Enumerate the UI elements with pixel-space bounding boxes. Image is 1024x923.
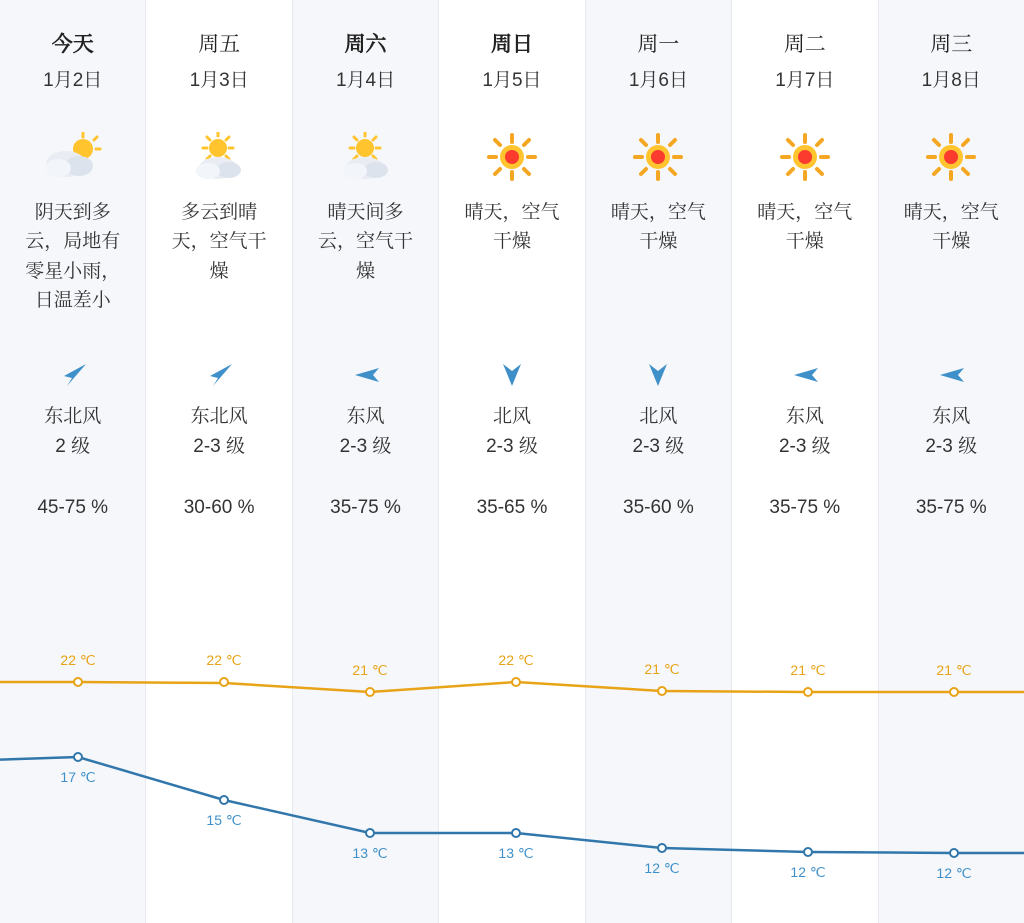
day-name: 周二 (783, 33, 826, 56)
forecast-day-column[interactable] (293, 0, 439, 923)
day-description: 晴天，空气干燥 (903, 202, 999, 253)
wind-level: 2 级 (55, 436, 91, 458)
high-temp-label: 22 ℃ (206, 652, 242, 668)
wind-direction: 东风 (932, 406, 971, 427)
wind-level: 2-3 级 (339, 436, 392, 458)
wind-direction: 北风 (492, 406, 531, 427)
wind-arrow-north-icon (641, 354, 675, 396)
humidity-range: 35-75 % (330, 496, 401, 518)
day-name: 周三 (930, 33, 973, 56)
wind-direction: 东风 (785, 406, 824, 427)
sunny-icon (777, 128, 833, 186)
wind-direction: 东北风 (190, 406, 248, 427)
high-temp-label: 22 ℃ (60, 652, 96, 668)
low-temp-label: 13 ℃ (498, 845, 534, 861)
day-name: 周五 (198, 33, 241, 56)
wind-arrow-north-icon (495, 354, 529, 396)
wind-direction: 北风 (639, 406, 678, 427)
day-date: 1月5日 (482, 70, 542, 91)
wind-arrow-northeast-icon (202, 354, 236, 396)
wind-arrow-east-icon (349, 354, 383, 396)
day-description: 晴天，空气干燥 (757, 202, 853, 253)
day-date: 1月3日 (189, 70, 249, 91)
day-description: 晴天，空气干燥 (464, 202, 560, 253)
humidity-range: 35-75 % (769, 496, 841, 518)
high-temp-label: 22 ℃ (498, 652, 534, 668)
sunny-icon (630, 128, 686, 186)
humidity-range: 35-65 % (476, 496, 548, 518)
wind-arrow-northeast-icon (56, 354, 90, 396)
day-description: 多云到晴天，空气干燥 (171, 202, 267, 282)
day-name: 周一 (637, 33, 680, 56)
humidity-range: 35-60 % (623, 496, 694, 518)
low-temp-label: 12 ℃ (936, 865, 972, 881)
day-name: 周六 (344, 33, 387, 56)
low-temp-label: 12 ℃ (644, 860, 680, 876)
high-temp-label: 21 ℃ (936, 662, 972, 678)
cloudy-with-sun-icon (42, 128, 104, 186)
forecast-day-column[interactable] (0, 0, 146, 923)
sun-behind-cloud-icon (188, 128, 250, 186)
low-temp-label: 12 ℃ (790, 864, 826, 880)
high-temp-label: 21 ℃ (644, 661, 680, 677)
humidity-range: 45-75 % (37, 496, 109, 518)
low-temp-label: 15 ℃ (206, 812, 242, 828)
forecast-day-column[interactable] (439, 0, 585, 923)
wind-level: 2-3 级 (486, 436, 538, 458)
low-temp-label: 17 ℃ (60, 769, 96, 785)
day-date: 1月4日 (335, 70, 396, 91)
wind-direction: 东风 (346, 406, 385, 427)
sunny-icon (484, 128, 540, 186)
day-date: 1月7日 (775, 70, 835, 91)
wind-arrow-east-icon (788, 354, 822, 396)
high-temp-label: 21 ℃ (790, 662, 826, 678)
day-date: 1月8日 (921, 70, 981, 91)
low-temp-label: 13 ℃ (352, 845, 388, 861)
wind-level: 2-3 级 (632, 436, 685, 458)
wind-level: 2-3 级 (193, 436, 245, 458)
day-description: 晴天间多云，空气干燥 (318, 202, 414, 282)
sun-behind-cloud-icon (335, 128, 397, 186)
day-date: 1月6日 (628, 70, 688, 91)
wind-arrow-east-icon (934, 354, 968, 396)
forecast-day-column[interactable] (586, 0, 732, 923)
sunny-icon (923, 128, 979, 186)
forecast-day-column[interactable] (879, 0, 1024, 923)
high-temp-label: 21 ℃ (352, 662, 388, 678)
humidity-range: 30-60 % (183, 496, 255, 518)
wind-level: 2-3 级 (925, 436, 978, 458)
forecast-day-column[interactable] (732, 0, 878, 923)
humidity-range: 35-75 % (915, 496, 987, 518)
forecast-day-column[interactable] (146, 0, 292, 923)
day-description: 晴天，空气干燥 (610, 202, 706, 253)
wind-level: 2-3 级 (778, 436, 831, 458)
day-name: 周日 (490, 33, 533, 56)
day-description: 阴天到多云，局地有零星小雨，日温差小 (25, 202, 121, 312)
wind-direction: 东北风 (44, 406, 102, 427)
day-name: 今天 (51, 33, 94, 56)
day-date: 1月2日 (43, 70, 103, 91)
